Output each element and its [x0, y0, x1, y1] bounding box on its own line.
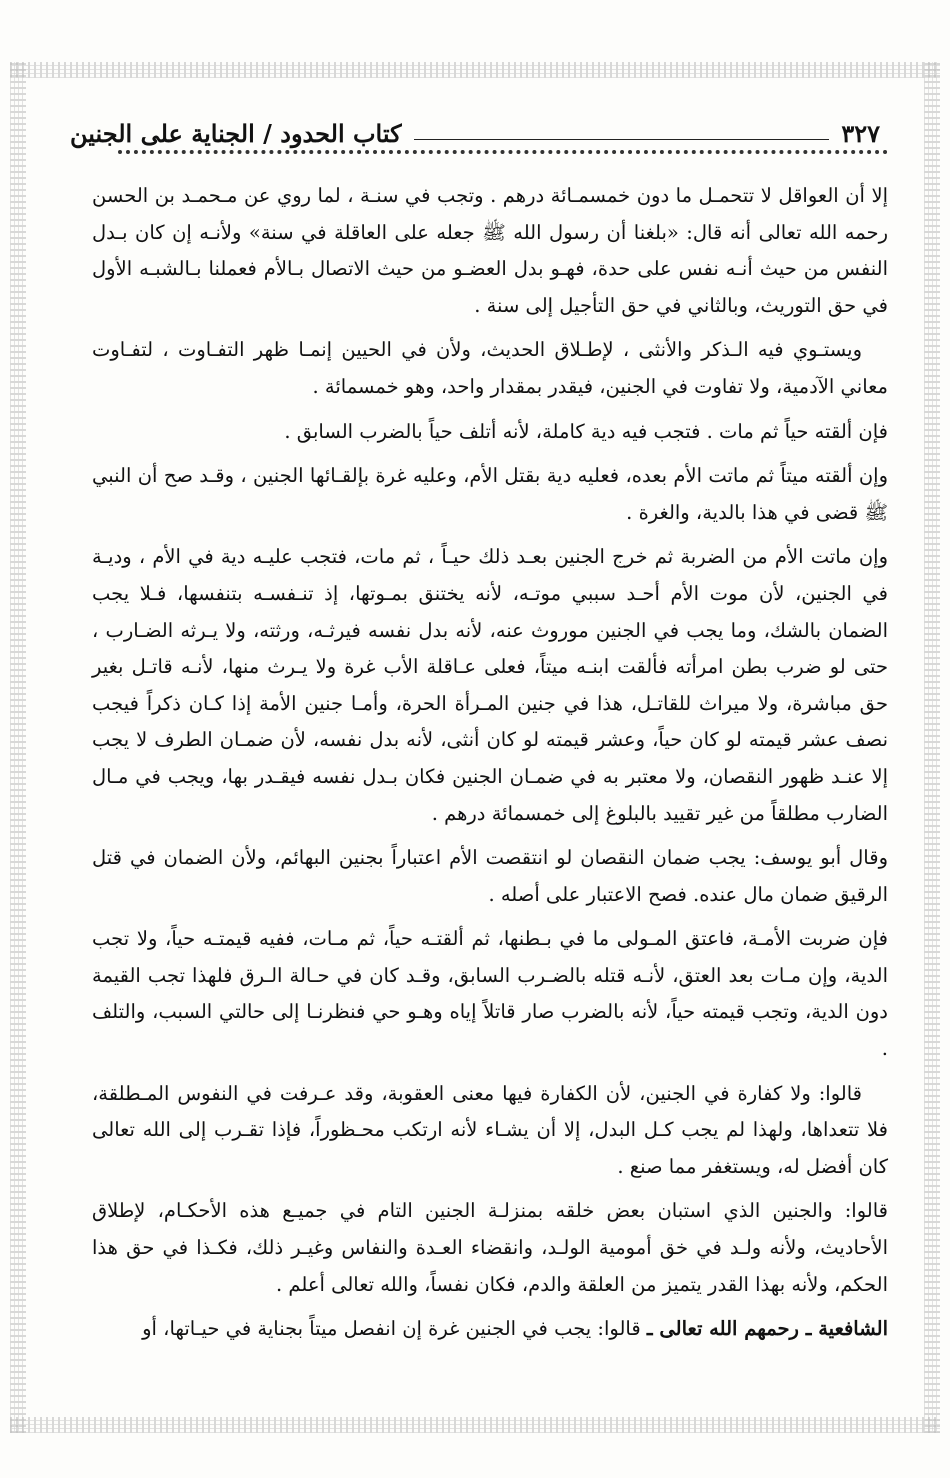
dotted-divider — [118, 150, 888, 166]
paragraph: قالوا: والجنين الذي استبان بعض خلقه بمنزلـة الجنين التام في جميـع هذه الأحكـام، لإطلاق الأحاديث، ولأنه ولـد في خق أمومية الولـد، وانقضاء العـدة والنفاس وغيـر ذلك، فكـذا في حق هذا الحكم، ولأنه بهذا القدر يتميز من العلقة والدم، فكان نفساً، والله تعالى أعلم . — [92, 1199, 888, 1296]
paragraph: وإن ماتت الأم من الضربة ثم خرج الجنين بعـد ذلك حيـاً ، ثم مات، فتجب عليـه دية في الأم ، وديـة في الجنين، لأن موت الأم أحـد سببي موتـه، لأنه يختنق بمـوتها، إذ تنـفسـه بتنفسها، فـلا يجب الضمان بالشك، وما يجب في الجنين موروث عنه، لأنه بدل نفسه فيرثـه، ورثته، ولا يـرثه الضـارب ، حتى لو ضرب بطن امرأته فألقت ابنـه ميتاً، فعلى عـاقلة الأب غرة ولا يـرث منها، لأنـه قاتـل بغير حق مباشرة، ولا ميراث للقاتـل، هذا في جنين المـرأة الحرة، وأمـا جنين الأمة إذا كـان ذكراً فيجب نصف عشر قيمته لو كان حياً، وعشر قيمته لو كان أنثى، لأنه بدل نفسه، لأن ضمـان الطرف لا يجب إلا عنـد ظهور النقصان، ولا معتبر به في ضمـان الجنين فكان بـدل نفسه فيقـدر بها، ويجب في مـال الضارب مطلقاً من غير تقييد بالبلوغ إلى خمسمائة درهم . — [92, 545, 888, 825]
header-title: كتاب الحدود / الجناية على الجنين — [70, 119, 402, 148]
paragraph-last — [92, 1311, 888, 1348]
running-header — [70, 108, 880, 148]
ornamental-border-left — [10, 62, 26, 1433]
ornamental-border-right — [924, 62, 940, 1433]
paragraph: وإن ألقته ميتاً ثم ماتت الأم بعده، فعليه دية بقتل الأم، وعليه غرة بإلقـائها الجنين ، وقـد صح أن النبي ﷺ قضى في هذا بالدية، والغرة . — [92, 464, 888, 524]
paragraph: فإن ألقته حياً ثم مات . فتجب فيه دية كاملة، لأنه أتلف حياً بالضرب السابق . — [284, 419, 888, 443]
paragraph: إلا أن العواقل لا تتحمـل ما دون خمسمـائة درهم . وتجب في سنـة ، لما روي عن مـحمـد بن الحسن رحمه الله تعالى أنه قال: «بلغنا أن رسول الله ﷺ جعله على العاقلة في سنة» ولأنـه إن كان بـدل النفس من حيث أنـه نفس على حدة، فهـو بدل العضـو من حيث الاتصال بـالأم فعملنا بـالشبـه الأول في حق التوريث، وبالثاني في حق التأجيل إلى سنة . — [92, 184, 888, 317]
paragraph: وقال أبو يوسف: يجب ضمان النقصان لو انتقصت الأم اعتباراً بجنين البهائم، ولأن الضمان في قتل الرقيق ضمان مال عنده. فصح الاعتبار على أصله . — [92, 846, 888, 906]
ornamental-border-top — [10, 62, 940, 78]
paragraph: فإن ضربت الأمـة، فاعتق المـولى ما في بـطنها، ثم ألقتـه حياً، ثم مـات، ففيه قيمتـه حياً، ولا تجب الدية، وإن مـات بعد العتق، لأنـه قتله بالضـرب السابق، وقـد كان في حـالة الـرق فلهذا تجب القيمة دون الدية، وتجب قيمته حياً، لأنه بالضرب صار قاتلاً إياه وهـو حي فنظرنـا إلى حالتي السبب، والتلف . — [92, 927, 888, 1061]
paragraph: ويستـوي فيه الـذكر والأنثى ، لإطـلاق الحديث، ولأن في الحيين إنمـا ظهر التفـاوت ، لتفـاوت معاني الآدمية، ولا تفاوت في الجنين، فيقدر بمقدار واحد، وهو خمسمائة . — [92, 338, 888, 398]
page-number: ٣٢٧ — [841, 119, 880, 148]
ornamental-border-bottom — [10, 1417, 940, 1433]
body-text — [92, 178, 888, 1356]
header-rule — [414, 139, 830, 140]
school-heading: الشافعية ـ رحمهم الله تعالى ـ — [646, 1317, 888, 1341]
paragraph-text: قالوا: يجب في الجنين غرة إن انفصل ميتاً بجناية في حيـاتها، أو — [142, 1317, 647, 1341]
paragraph: قالوا: ولا كفارة في الجنين، لأن الكفارة فيها معنى العقوبة، وقد عـرفت في النفوس المـطلقة، فلا تتعداها، ولهذا لم يجب كـل البدل، إلا أن يشـاء لأنه ارتكب محـظوراً، فإذا تقـرب إلى الله تعالى كان أفضل له، ويستغفر مما صنع . — [92, 1081, 888, 1178]
